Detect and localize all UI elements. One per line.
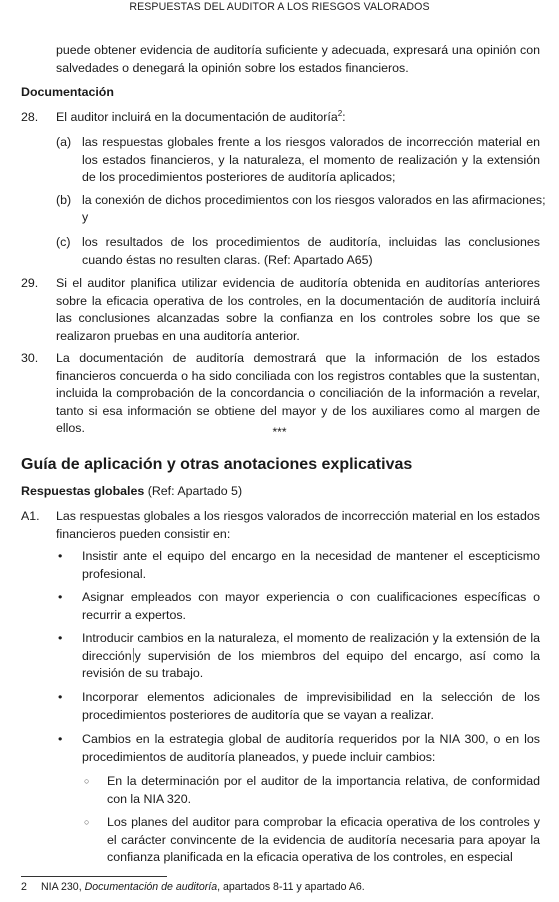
- paragraph-number-28: 28.: [21, 110, 39, 124]
- text-cursor: [133, 648, 134, 662]
- bullet-item: Cambios en la estrategia global de auditoría requeridos por la NIA 300, o en los procedimientos de auditoría planeados, y puede incluir cambios:: [82, 732, 540, 764]
- item-text-b: la conexión de dichos procedimientos con los riesgos valorados en las afirmaciones;: [82, 193, 546, 207]
- item-text-b-connector: y: [82, 210, 89, 224]
- paragraph-28-intro: El auditor incluirá en la documentación de auditoría$^2$:: [56, 108, 346, 124]
- section-heading-guia: Guía de aplicación y otras anotaciones explicativas: [21, 456, 413, 473]
- item-label-c: (c): [56, 235, 71, 249]
- section-separator: ***: [272, 425, 287, 439]
- subbullet-item: En la determinación por el auditor de la importancia relativa, de conformidad con la NIA 320.: [107, 774, 540, 806]
- subheading-respuestas-globales: Respuestas globales (Ref: Apartado 5): [21, 484, 243, 498]
- section-heading-documentacion: Documentación: [21, 85, 114, 99]
- item-text-c: los resultados de los procedimientos de auditoría, incluidas las conclusiones cuando éstas no resulten claras. (Ref: Apartado A65): [82, 235, 540, 267]
- bullet-marker: •: [58, 631, 63, 645]
- paragraph-29-text: Si el auditor planifica utilizar evidencia de auditoría obtenida en auditorías anteriores sobre la eficacia operativa de los controles, en la documentación de auditoría incluirá las conclusiones alcanzadas sobre la confianza en los controles sobre los que se realizaron pruebas en una auditoría anterior.: [56, 276, 540, 343]
- paragraph-number-30: 30.: [21, 351, 39, 365]
- item-text-a: las respuestas globales frente a los riesgos valorados de incorrección material en los estados financieros, y la naturaleza, el momento de realización y la extensión de los procedimientos posteriores de auditoría aplicados;: [82, 135, 540, 185]
- bullet-item: Introducir cambios en la naturaleza, el momento de realización y la extensión de la dirección y supervisión de los miembros del equipo del encargo, así como la revisión de su trabajo.: [82, 631, 540, 681]
- bullet-marker: •: [58, 590, 63, 604]
- item-label-b: (b): [56, 193, 72, 207]
- paragraph-number-29: 29.: [21, 276, 39, 290]
- bullet-item: Incorporar elementos adicionales de imprevisibilidad en la selección de los procedimientos posteriores de auditoría que se vayan a realizar.: [82, 690, 540, 722]
- bullet-marker: •: [58, 690, 63, 704]
- running-header: RESPUESTAS DEL AUDITOR A LOS RIESGOS VALORADOS: [129, 1, 430, 13]
- paragraph-number-a1: A1.: [21, 509, 40, 523]
- paragraph-30-text: La documentación de auditoría demostrará que la información de los estados financieros concuerda o ha sido conciliada con los registros contables que la sustentan, incluida la comprobación de la concordancia o conciliación de la información a revelar, tanto si esa información se obtiene del mayor y de los auxiliares como al margen de ellos.: [56, 351, 540, 436]
- bullet-item: Insistir ante el equipo del encargo en la necesidad de mantener el escepticismo profesional.: [82, 549, 540, 581]
- bullet-item: Asignar empleados con mayor experiencia o con cualificaciones específicas o recurrir a expertos.: [82, 590, 540, 622]
- bullet-marker: •: [58, 732, 63, 746]
- paragraph-a1-text: Las respuestas globales a los riesgos valorados de incorrección material en los estados financieros pueden consistir en:: [56, 509, 540, 541]
- continuation-paragraph: puede obtener evidencia de auditoría suficiente y adecuada, expresará una opinión con salvedades o denegará la opinión sobre los estados financieros.: [56, 43, 540, 75]
- subbullet-marker: ○: [84, 817, 90, 827]
- footnote-ref-2[interactable]: 2: [337, 108, 343, 118]
- footnote-rule: [21, 876, 167, 877]
- footnote-number: 2: [21, 881, 27, 893]
- bullet-marker: •: [58, 549, 63, 563]
- subbullet-item: Los planes del auditor para comprobar la eficacia operativa de los controles y el carácter convincente de la evidencia de auditoría necesaria para apoyar la confianza planificada en la eficacia operativa de los controles, en especial: [107, 815, 540, 865]
- subbullet-marker: ○: [84, 776, 90, 786]
- footnote-text: NIA 230, Documentación de auditoría, apartados 8-11 y apartado A6.: [41, 881, 365, 893]
- item-label-a: (a): [56, 135, 72, 149]
